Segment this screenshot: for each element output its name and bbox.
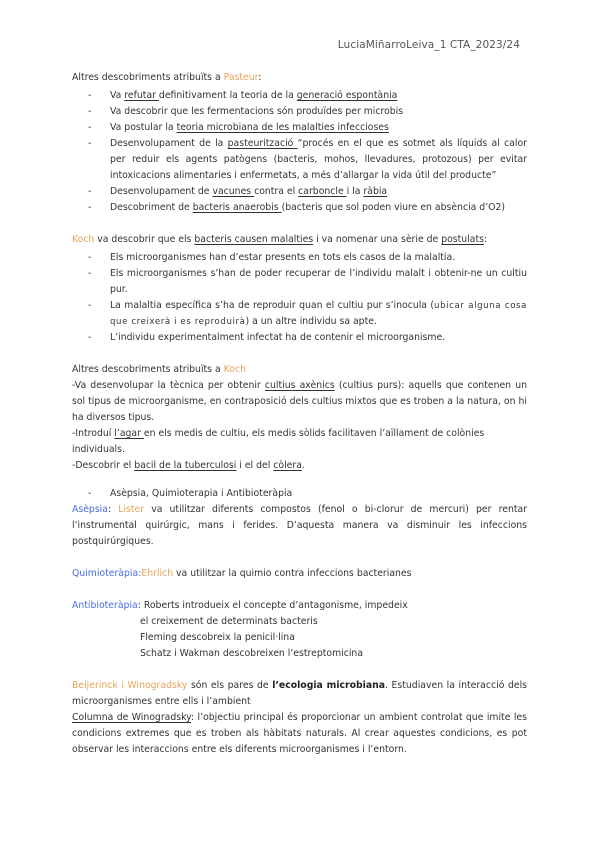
antibio-line-2: el creixement de determinats bacteris [140,616,318,627]
list-item [72,330,527,346]
text: : [107,504,119,515]
text: va descobrir que els [94,234,195,245]
text: ) a un altre individu sa apte. [245,316,377,327]
text: definitivament la teoria de la [158,90,297,101]
text: La malaltia específica s’ha de reproduir quan el cultiu pur s’inocula ( [110,300,435,311]
koch-postulates-list [72,250,527,346]
ehrlich-name: Ehrlich [141,568,174,579]
pasteur-intro [72,70,527,86]
winogradsky-paragraph [72,710,527,758]
text: Roberts introdueix el concepte d’antagonisme, impedeix [140,600,408,611]
text: -Va desenvolupar la tècnica per obtenir [72,380,265,391]
list-item [72,88,527,104]
quimio-paragraph [72,566,527,582]
text: i va nomenar una sèrie de [313,234,442,245]
list-item [72,266,527,298]
pasteur-name: Pasteur [223,72,259,83]
underlined-term: teoria microbiana de les malalties infeccioses [176,122,389,133]
list-item [72,104,527,120]
text: va utilitzar la quimio contra infeccions bacterianes [173,568,412,579]
beijerinck-names: Beijerinck i Winogradsky [72,680,188,691]
text: (cultius purs): aquells que contenen un sol tipus de microorganisme, en contraposició dels cultius mixtos que es troben a la natura, on hi ha diversos tipus. [72,380,527,423]
underlined-term: generació espontània [296,90,398,101]
antibio-line-3: Fleming descobreix la penicil·lina [140,632,295,643]
text: Altres descobriments atribuïts a [72,364,224,375]
list-item [72,298,527,330]
document-body [72,70,527,758]
text: -Introduí [72,428,115,439]
koch2-line-1 [72,378,527,426]
text: L’individu experimentalment infectat ha de contenir el microorganisme. [110,332,446,343]
list-item [72,250,527,266]
asepsia-paragraph [72,502,527,550]
list-item [72,486,527,502]
underlined-term: postulats [441,234,484,245]
list-item [72,120,527,136]
pasteur-list [72,88,527,216]
underlined-term: refutar [124,90,159,101]
text: va utilitzar diferents compostos (fenol o bi-clorur de mercuri) per rentar l’instrumental quirúrgic, mans i ferides. D’aquesta manera va disminuir les infeccions postquirúrgiques. [72,504,527,547]
text: . Estudiaven la interacció dels microorganismes entre ells i l’ambient [72,680,527,707]
underlined-term: Columna de Winogradsky [72,712,191,723]
text: contra el [254,186,299,197]
text: Els microorganismes s’han de poder recuperar de l’individu malalt i obtenir-ne un cultiu pur. [110,268,527,295]
text: . [301,460,305,471]
koch-intro [72,232,527,248]
antibio-label: Antibioteràpia [72,600,138,611]
text: Va postular la [110,122,177,133]
text: : [483,234,488,245]
text: Va [110,90,125,101]
underlined-term: bacteris causen malalties [194,234,314,245]
koch2-line-3 [72,458,527,474]
list-item [72,200,527,216]
text: són els pares de [187,680,273,691]
text: Desenvolupament de [110,186,213,197]
text: : l’objectiu principal és proporcionar un ambient controlat que imite les condicions extremes que es troben als hàbitats naturals. Al crear aquestes condicions, es pot observar les interaccions entre els diferents microorganismes i l’entorn. [72,712,527,755]
inline-note: ubicar alguna cosa que creixerà i es reproduirà [110,301,527,327]
underlined-term: bacil de la tuberculosi [134,460,237,471]
text: -Descobrir el [72,460,135,471]
underlined-term: carboncle [298,186,347,197]
list-item [72,184,527,200]
asepsia-label: Asèpsia [72,504,108,515]
text: “procés en el que es sotmet als líquids al calor per reduir els agents patògens (bacteris, mohos, llevadures, protozous) per evitar intoxicacions alimentaries i enfermetats, a més d’allargar la vida útil del producte” [110,138,527,181]
text: (bacteris que sol poden viure en absència d’O2) [281,202,506,213]
text: Asèpsia, Quimioterapia i Antibioteràpia [110,488,293,499]
text: Descobriment de [110,202,193,213]
text: : [138,568,142,579]
beijerinck-paragraph [72,678,527,710]
underlined-term: bacteris anaerobis [192,202,282,213]
text: i la [346,186,364,197]
list-item [72,136,527,184]
koch-name: Koch [223,364,246,375]
underlined-term: pasteurització [227,138,298,149]
underlined-term: ràbia [363,186,388,197]
text: Els microorganismes han d’estar presents en tots els casos de la malaltia. [110,252,456,263]
antibio-line-1 [72,598,527,614]
underlined-term: vacunes [212,186,255,197]
koch2-line-2 [72,426,527,458]
underlined-term: còlera [273,460,302,471]
pasteur-intro-text: Altres descobriments atribuïts a [72,72,224,83]
pasteur-colon: : [258,72,262,83]
page-header: LuciaMiñarroLeiva_1 CTA_2023/24 [337,39,520,51]
text: Desenvolupament de la [110,138,228,149]
asepsia-list [72,486,527,502]
text: : [137,600,141,611]
text: Va descobrir que les fermentacions són produïdes per microbis [110,106,404,117]
lister-name: Lister [118,504,145,515]
koch-name: Koch [72,234,95,245]
koch2-intro [72,362,527,378]
antibio-line-4: Schatz i Wakman descobreixen l’estreptomicina [140,648,364,659]
underlined-term: cultius axènics [264,380,335,391]
bold-term: l’ecologia microbiana [272,680,386,691]
underlined-term: l’agar [114,428,144,439]
text: en els medis de cultiu, els medis sòlids facilitaven l’aïllament de colònies individuals. [72,428,485,455]
quimio-label: Quimioteràpia [72,568,139,579]
text: i el del [236,460,274,471]
